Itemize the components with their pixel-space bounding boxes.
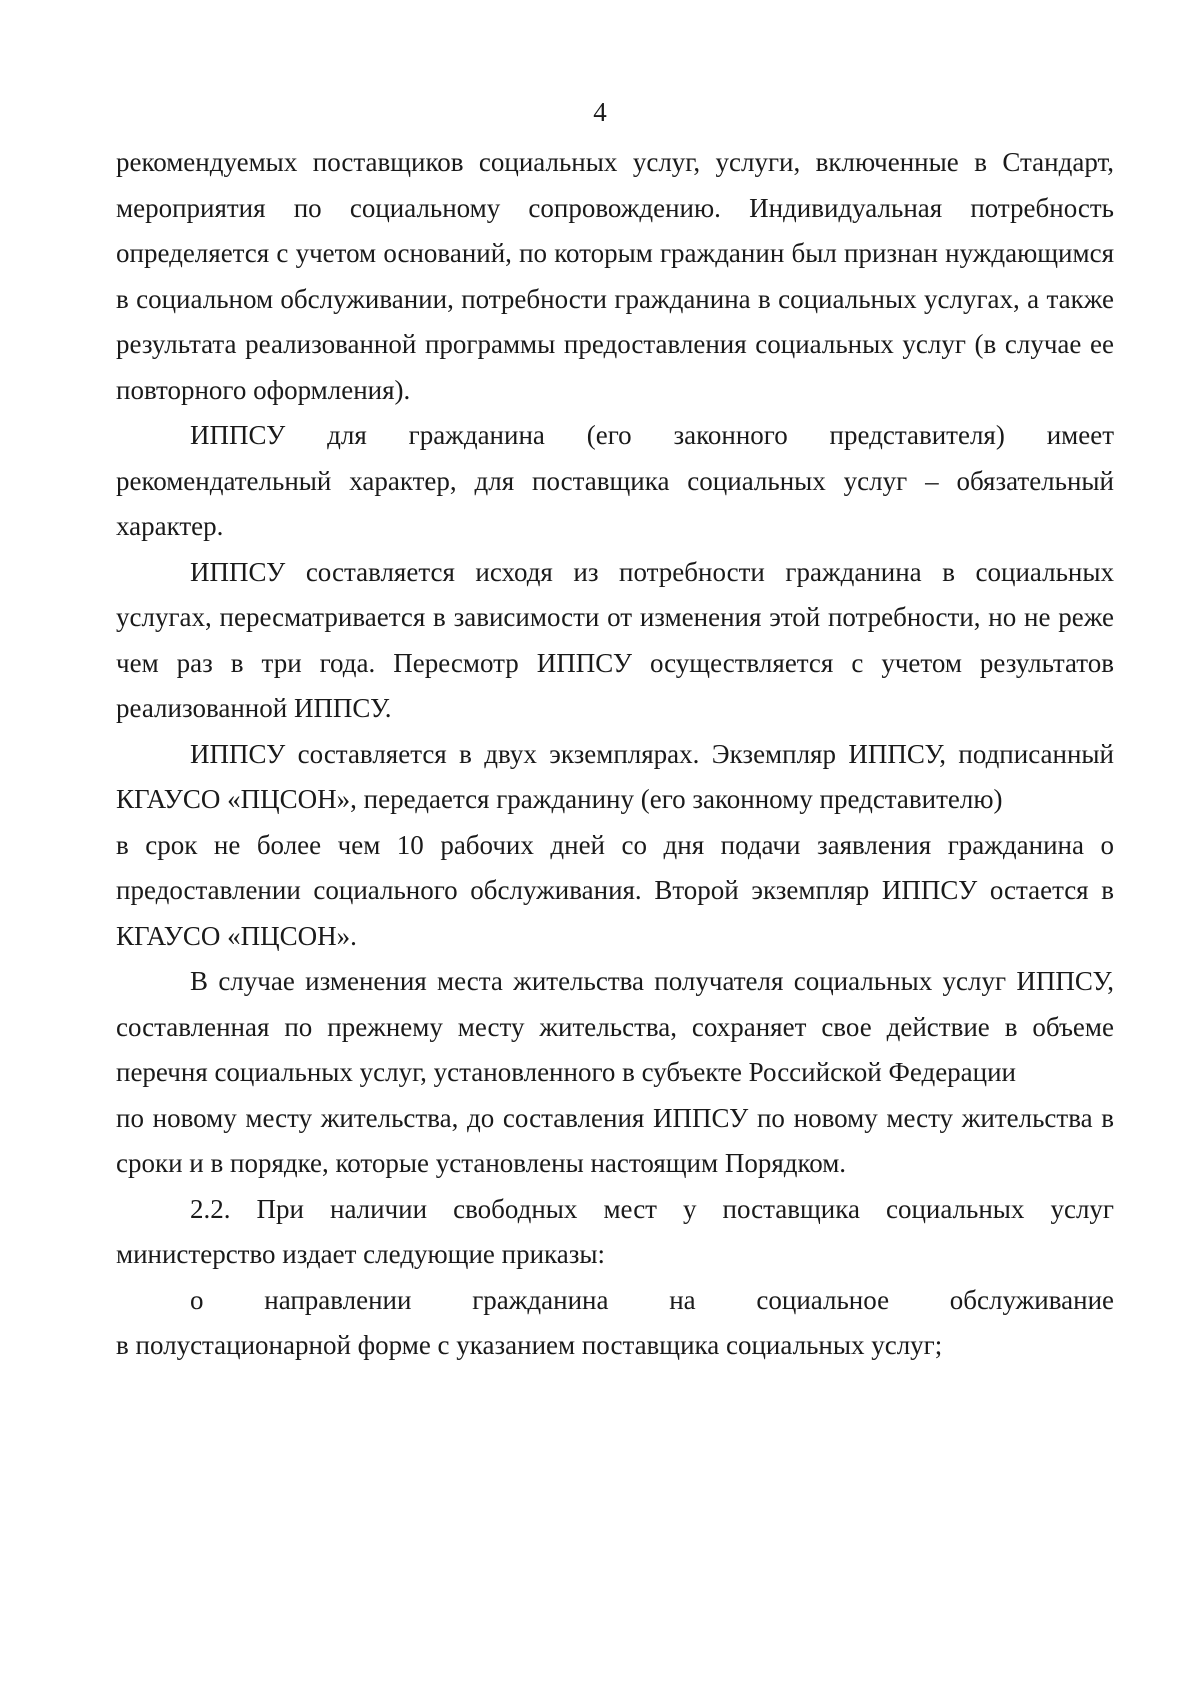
paragraph-ippsu-deadline: в срок не более чем 10 рабочих дней со дня подачи заявления гражданина о предоставлении социального обслуживания. Второй экземпляр ИППСУ остается в КГАУСО «ПЦСОН». [116,829,1114,951]
paragraph-individual-need: рекомендуемых поставщиков социальных услуг, услуги, включенные в Стандарт, мероприятия по социальному сопровождению. Индивидуальная потребность определяется с учетом оснований, по которым гражданин был признан нуждающимся в социальном обслуживании, потребности гражданина в социальных услугах, а также результата реализованной программы предоставления социальных услуг (в случае ее повторного оформления). [116,147,1114,405]
paragraph-ippsu-character: ИППСУ для гражданина (его законного представителя) имеет рекомендательный характер, для поставщика социальных услуг – обязательный характер. [116,420,1114,541]
page-number: 4 [593,97,607,127]
paragraph-section-2-2: 2.2. При наличии свободных мест у поставщика социальных услуг министерство издает следующие приказы: [116,1193,1114,1269]
paragraph-ippsu-copies: ИППСУ составляется в двух экземплярах. Экземпляр ИППСУ, подписанный КГАУСО «ПЦСОН», передается гражданину (его законному представителю) [116,738,1114,814]
paragraph-residence-change: В случае изменения места жительства получателя социальных услуг ИППСУ, составленная по прежнему месту жительства, сохраняет свое действие в объеме перечня социальных услуг, установленного в субъекте Российской Федерации [116,966,1114,1087]
paragraph-new-residence: по новому месту жительства, до составления ИППСУ по новому месту жительства в сроки и в порядке, которые установлены настоящим Порядком. [116,1102,1114,1178]
document-body [116,140,1114,1369]
paragraph-order-direction: о направлении гражданина на социальное обслуживание [190,1284,1114,1315]
paragraph-ippsu-review: ИППСУ составляется исходя из потребности гражданина в социальных услугах, пересматривается в зависимости от изменения этой потребности, но не реже чем раз в три года. Пересмотр ИППСУ осуществляется с учетом результатов реализованной ИППСУ. [116,556,1114,723]
paragraph-order-form: в полустационарной форме с указанием поставщика социальных услуг; [116,1330,943,1360]
